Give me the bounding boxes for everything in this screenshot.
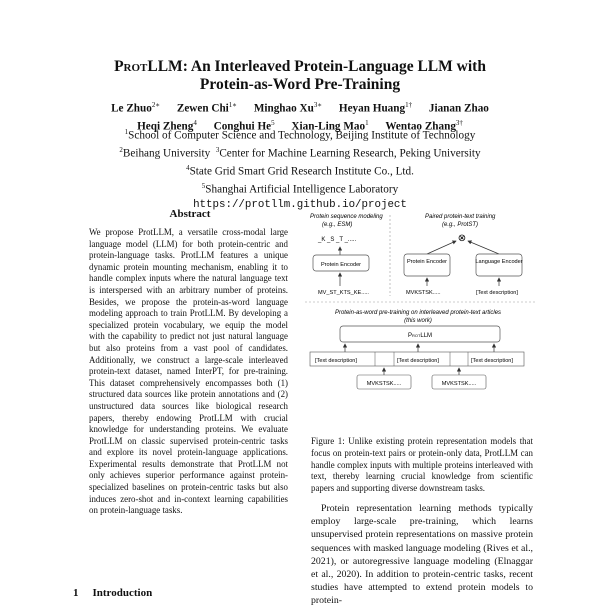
title-model-name: ProtLLM [114,58,183,75]
author: Conghui He [213,120,272,133]
panel2-text-input: [Text description] [476,290,518,296]
author: Minghao Xu [253,102,314,115]
author: Wentao Zhang [385,120,456,133]
author-affil-mark: 5 [271,118,275,127]
abstract-body [89,227,288,517]
panel2-sub: (e.g., ProtST) [442,222,479,228]
author-affil-mark: 2∗ [151,101,161,109]
authors-row-1 [30,98,570,116]
title-line1-rest: : An Interleaved Protein-Language LLM with [182,58,486,75]
author-affil-mark: 3† [455,118,463,127]
combine-icon: ⊗ [457,233,467,244]
project-url[interactable]: https://protllm.github.io/project [193,198,407,211]
panel3-protein-1: MVKSTSK..... [366,381,402,387]
panel3-text-1: [Text description] [315,358,357,364]
section-title: Introduction [92,587,153,599]
author: Le Zhuo [111,102,152,115]
affiliation-3: $^4$State Grid Smart Grid Research Institute Co., Ltd. [186,163,414,178]
affiliations [40,125,560,212]
panel1-masked: _K _S _T _..... [318,237,357,243]
panel3-title: Protein-as-word pre-training on interleaved protein-text articles [334,310,502,316]
figure-1 [300,210,540,425]
author: Zewen Chi [176,102,229,115]
author: Heyan Huang [338,102,406,115]
panel1-input: MV_ST_KTS_KE..... [318,290,369,296]
author-affil-mark: 1∗ [228,101,238,109]
abstract-text: We propose ProtLLM, a versatile cross-modal large language model (LLM) for both protein-centric and protein-language tasks. ProtLLM features a unique dynamic protein mounting mechanism, enabling it to handle complex inputs where the natural language text is interspersed with an arbitrary number of proteins. Besides, we propose the protein-as-word language modeling approach to train ProtLLM. By developing a specialized protein vocabulary, we equip the model with the capability to predict not just natural language but also proteins from a vast pool of candidates. Additionally, we construct a large-scale interleaved protein-text dataset, named InterPT, for pre-training. This dataset comprehensively encompasses both (1) structured data sources like protein annotations and (2) unstructured data sources like biological research papers, thereby endowing ProtLLM with crucial knowledge for understanding proteins. We evaluate ProtLLM on classic supervised protein-centric tasks and explore its novel protein-language applications. Experimental results demonstrate that ProtLLM not only achieves superior performance against protein-specialized baselines on protein-centric tasks but also induces zero-shot and in-context learning capabilities on protein-language tasks. [89,227,288,516]
abstract-heading: Abstract [169,208,211,220]
title-line2: Protein-as-Word Pre-Training [199,76,401,93]
author: Xian-Ling Mao [291,120,366,133]
figure-1-diagram [300,210,540,425]
panel2-protein-encoder: Protein Encoder [406,259,448,265]
figure-caption: Figure 1: Unlike existing protein representation models that focus on protein-text pairs or protein-only data, ProtLLM can handle complex inputs with multiple proteins interleaved with text, thereby learning crucial knowledge from scientific papers and supporting diverse downstream tasks. [311,436,533,494]
affiliation-2: $^2$Beihang University $^3$Center for Machine Learning Research, Peking University [119,145,481,160]
author: Heqi Zheng [137,120,194,133]
panel2-language-encoder: Language Encoder [475,259,523,265]
panel1-sub: (e.g., ESM) [322,222,353,228]
panel3-text-3: [Text description] [471,358,513,364]
affiliation-1: $^1$School of Computer Science and Technology, Beijing Institute of Technology [124,128,476,142]
panel2-protein-input: MVKSTSK..... [406,290,441,296]
panel1-encoder: Protein Encoder [320,262,362,268]
author-affil-mark: 1† [405,101,413,109]
affiliation-4: $^5$Shanghai Artificial Intelligence Laboratory [201,181,399,196]
paper-title [40,58,560,94]
section-number: 1 [73,587,79,599]
panel3-model: ProtLLM [407,333,433,339]
intro-paragraph: Protein representation learning methods typically employ large-scale pre-training, which learns unsupervised protein representations on massive protein sequences with masked language modeling (Rives et al., 2021), or autoregressive language modeling (Elnaggar et al., 2020). In addition to protein-centric tasks, recent studies have attempted to extend protein models to protein- [311,503,533,607]
panel1-title: Protein sequence modeling [310,214,383,220]
panel3-protein-2: MVKSTSK..... [441,381,477,387]
panel3-text-2: [Text description] [397,358,439,364]
author-affil-mark: 3∗ [313,101,323,109]
panel2-title: Paired protein-text training [425,214,496,220]
author-affil-mark: 1 [365,118,369,127]
panel3-sub: (this work) [404,318,432,324]
author: Jianan Zhao [428,102,489,115]
author-affil-mark: 4 [193,118,197,127]
section-heading-introduction [73,587,166,599]
